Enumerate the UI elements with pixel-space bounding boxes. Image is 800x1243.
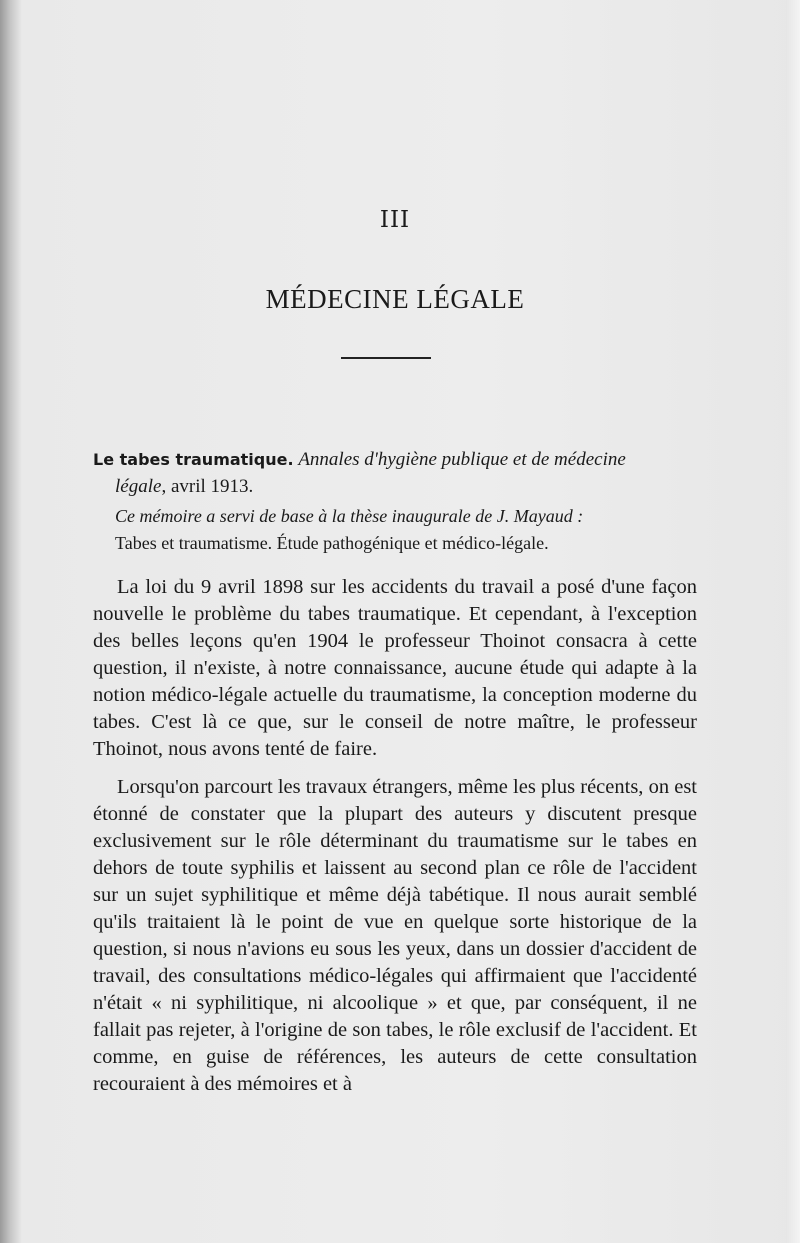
- section-number: III: [379, 207, 411, 233]
- reference-note: [115, 503, 697, 557]
- reference-line-1: [93, 446, 697, 473]
- note-italic: Ce mémoire a servi de base à la thèse inaugurale de J. Mayaud :: [115, 506, 584, 526]
- reference-date: , avril 1913.: [161, 476, 254, 497]
- paragraph: La loi du 9 avril 1898 sur les accidents du travail a posé d'une façon nouvelle le problème du tabes traumatique. Et cependant, à l'exception des belles leçons qu'en 1904 le professeur Thoinot consacra à cette question, il n'existe, à notre connaissance, aucune étude qui adapte à la notion médico-légale actuelle du traumatisme, la conception moderne du tabes. C'est là ce que, sur le conseil de notre maître, le professeur Thoinot, nous avons tenté de faire.: [93, 576, 697, 760]
- paragraph: Lorsqu'on parcourt les travaux étrangers, même les plus récents, on est étonné de constater que la plupart des auteurs y discutent presque exclusivement sur le rôle déterminant du traumatisme sur le tabes en dehors de toute syphilis et laissent au second plan ce rôle de l'accident sur un sujet syphilitique et même déjà tabétique. Il nous aurait semblé qu'ils traitaient là le point de vue en quelque sorte historique de la question, si nous n'avions eu sous les yeux, dans un dossier d'accident de travail, des consultations médico-légales qui affirmaient que l'accidenté n'était « ni syphilitique, ni alcoolique » et que, par conséquent, il ne fallait pas rejeter, à l'origine de son tabes, le rôle exclusif de l'accident. Et comme, en guise de références, les auteurs de cette consultation recouraient à des mémoires et à: [93, 776, 697, 1095]
- note-plain: Tabes et traumatisme. Étude pathogénique et médico-légale.: [115, 533, 549, 553]
- bibliographic-reference: [93, 446, 697, 500]
- title-rule: [341, 357, 431, 359]
- reference-line-2: [93, 473, 697, 500]
- reference-journal-cont: légale: [115, 476, 162, 497]
- section-title: MÉDECINE LÉGALE: [265, 284, 525, 314]
- reference-journal: Annales d'hygiène publique et de médecine: [298, 449, 626, 470]
- reference-title: Le tabes traumatique.: [93, 450, 294, 469]
- body-text: [93, 574, 697, 1109]
